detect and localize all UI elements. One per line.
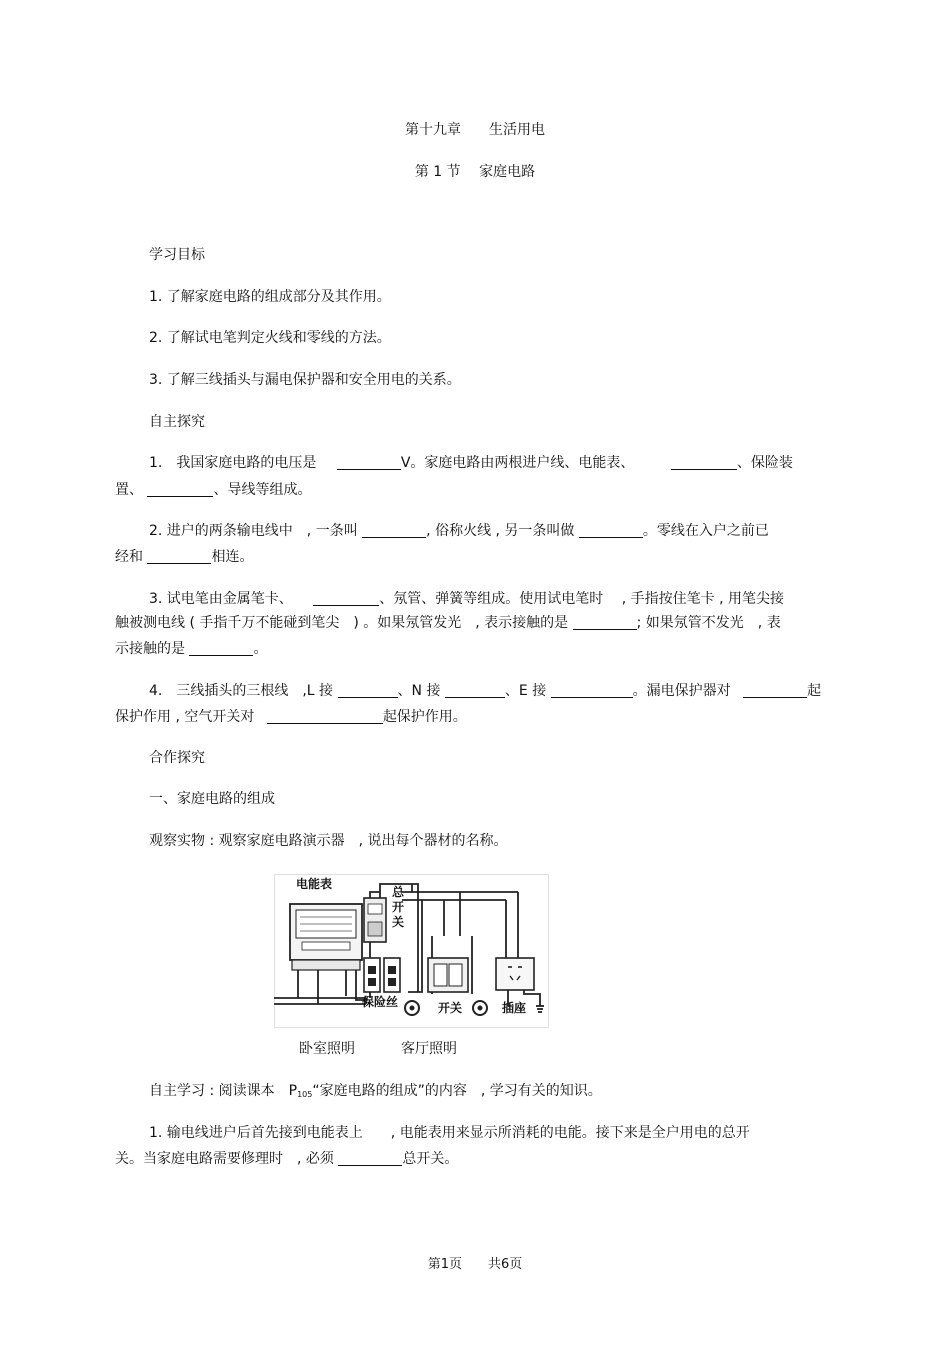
switch-label: 开关 [438, 1001, 463, 1015]
living-room-lamp [473, 1001, 487, 1015]
q3-text: 示接触的是 [115, 641, 185, 657]
blank-component-2[interactable] [147, 480, 213, 497]
q3-text: ; 如果氖管不发光 , 表 [636, 615, 781, 631]
blank-leakage-protector[interactable] [743, 681, 807, 698]
socket [496, 958, 534, 990]
q3-text: 、氖管、弹簧等组成。使用试电笔时 , 手指按住笔卡 , 用笔尖接 [379, 591, 784, 607]
q2-text: 2. 进户的两条输电线中 , 一条叫 [149, 523, 358, 539]
q4-text: 、E 接 [504, 683, 547, 699]
question-1-line-2 [115, 480, 311, 500]
q4-text: 起 [807, 683, 822, 699]
bedroom-lamp [405, 1001, 419, 1015]
main-switch-label: 开 [392, 900, 405, 914]
question-3-line-2 [115, 613, 781, 633]
q1-text: 1. 我国家庭电路的电压是 [149, 455, 317, 471]
q1-text: V。家庭电路由两根进户线、电能表、 [400, 455, 635, 471]
self-study-heading: 自主探究 [149, 414, 205, 430]
q4-text: 起保护作用。 [382, 709, 467, 725]
blank-neutral-wire[interactable] [579, 521, 643, 538]
objective-item: 2. 了解试电笔判定火线和零线的方法。 [149, 330, 391, 346]
q4-text: 保护作用 , 空气开关对 [115, 709, 255, 725]
coop-heading: 合作探究 [149, 750, 205, 766]
question-3-line-1 [149, 589, 784, 609]
figure-caption-living-room: 客厅照明 [401, 1041, 457, 1057]
blank-component-1[interactable] [671, 453, 737, 470]
item-1-line-2 [115, 1149, 458, 1169]
section-title: 第 1 节 家庭电路 [414, 164, 536, 180]
figure-caption-bedroom: 卧室照明 [299, 1041, 355, 1057]
blank-no-glow-wire[interactable] [189, 639, 253, 656]
chapter-title: 第十九章 生活用电 [405, 122, 545, 138]
q1-text: 、导线等组成。 [213, 482, 312, 498]
blank-l-wire[interactable] [338, 681, 398, 698]
objective-item: 1. 了解家庭电路的组成部分及其作用。 [149, 289, 391, 305]
wall-switch [428, 958, 468, 992]
q1-text: 置、 [115, 482, 143, 498]
item-1-text: 总开关。 [402, 1151, 459, 1167]
objectives-heading: 学习目标 [149, 247, 205, 263]
main-switch-label: 关 [392, 915, 405, 929]
blank-n-wire[interactable] [445, 681, 505, 698]
question-3-line-3 [115, 639, 267, 659]
q1-text: 、保险装 [736, 455, 793, 471]
item-1-text: 关。当家庭电路需要修理时 , 必须 [115, 1151, 334, 1167]
question-1-line-1 [149, 453, 793, 473]
question-4-line-2 [115, 707, 467, 727]
page-subscript: 105 [297, 1090, 313, 1099]
part-1-title: 一、家庭电路的组成 [149, 791, 275, 807]
observe-instruction: 观察实物 : 观察家庭电路演示器 , 说出每个器材的名称。 [149, 833, 508, 849]
q2-text: 经和 [115, 549, 143, 565]
q4-text: 。漏电保护器对 [632, 683, 731, 699]
meter-label: 电能表 [296, 877, 333, 891]
energy-meter [290, 904, 362, 970]
q2-text: 。零线在入户之前已 [642, 523, 769, 539]
page-footer: 第1页 共6页 [427, 1257, 523, 1272]
objective-item: 3. 了解三线插头与漏电保护器和安全用电的关系。 [149, 372, 461, 388]
reading-text: 自主学习 : 阅读课本 P [149, 1083, 298, 1099]
blank-pen-part[interactable] [313, 589, 379, 606]
q4-text: 、N 接 [397, 683, 441, 699]
q3-text: 触被测电线 ( 手指千万不能碰到笔尖 ) 。如果氖管发光 , 表示接触的是 [115, 615, 569, 631]
reading-instruction [149, 1081, 602, 1105]
blank-e-wire[interactable] [551, 681, 633, 698]
socket-label: 插座 [502, 1001, 527, 1015]
q2-text: 相连。 [211, 549, 254, 565]
question-2-line-1 [149, 521, 769, 541]
reading-text: “家庭电路的组成”的内容 , 学习有关的知识。 [312, 1083, 602, 1099]
question-2-line-2 [115, 547, 253, 567]
main-switch-label: 总 [392, 885, 405, 899]
blank-live-wire[interactable] [362, 521, 426, 538]
q3-text: 3. 试电笔由金属笔卡、 [149, 591, 293, 607]
q4-text: 4. 三线插头的三根线 ,L 接 [149, 683, 334, 699]
blank-switch-action[interactable] [338, 1149, 402, 1166]
blank-voltage[interactable] [337, 453, 401, 470]
blank-connected[interactable] [147, 547, 211, 564]
question-4-line-1 [149, 681, 821, 701]
q3-text: 。 [253, 641, 268, 657]
blank-glow-wire[interactable] [573, 613, 637, 630]
q2-text: , 俗称火线 , 另一条叫做 [426, 523, 575, 539]
item-1-line-1: 1. 输电线进户后首先接到电能表上 , 电能表用来显示所消耗的电能。接下来是全户用电的总开 [149, 1125, 750, 1141]
main-switch [364, 898, 386, 942]
fuse-label: 保险丝 [362, 995, 399, 1009]
blank-air-switch[interactable] [267, 707, 383, 724]
household-circuit-figure [274, 874, 549, 1028]
